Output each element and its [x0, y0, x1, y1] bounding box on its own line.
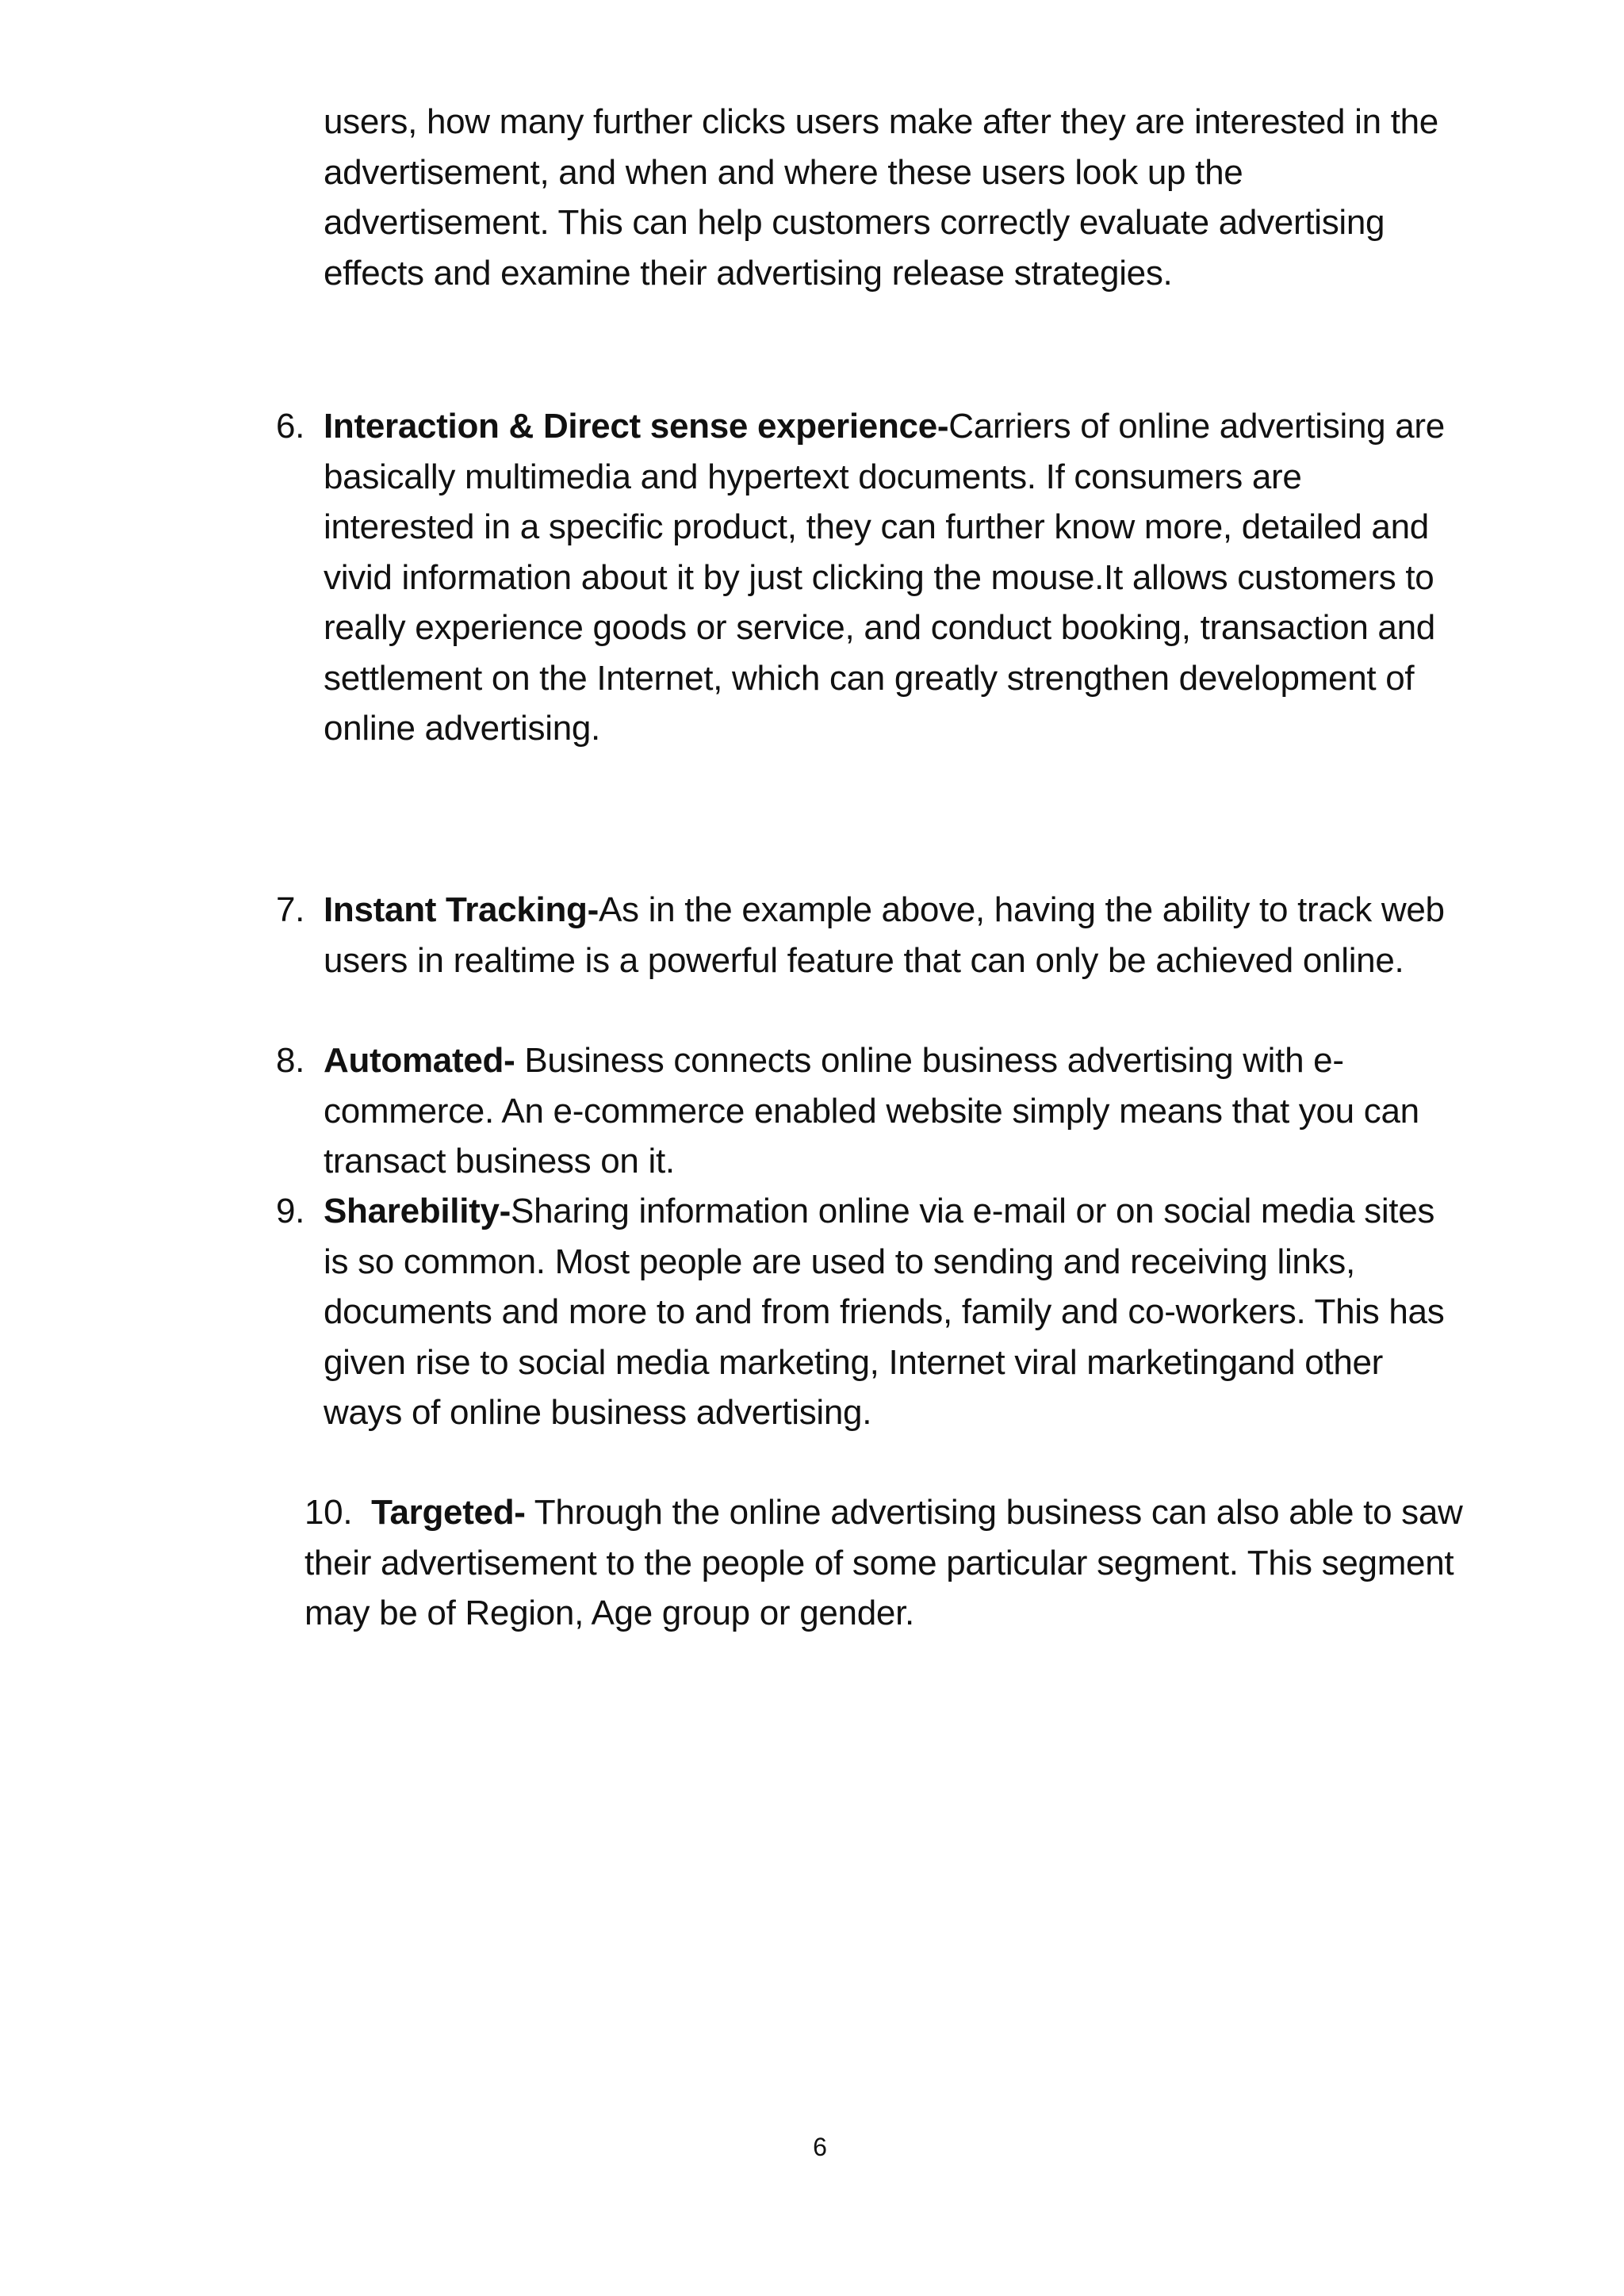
list-item-body	[304, 1487, 1478, 1639]
list-number: 7.	[276, 890, 305, 929]
list-item-term: Automated-	[324, 1041, 515, 1080]
list-item-body	[324, 401, 1450, 754]
list-item-body	[324, 885, 1450, 985]
page-number: 6	[813, 2133, 827, 2161]
list-number: 6.	[276, 407, 305, 446]
list-item-text: Through the online advertising business can also able to saw their advertisement to the people of some particular segment. This segment may be of Region, Age group or gender.	[304, 1493, 1463, 1632]
list-item-text: Sharing information online via e-mail or on social media sites is so common. Most people are used to sending and receiving links, documents and more to and from friends, family and co-workers. This has given rise to social media marketing, Internet viral marketingand other ways of online business advertising.	[324, 1192, 1445, 1432]
list-number: 8.	[276, 1041, 305, 1080]
list-item-text: Business connects online business advertising with e-commerce. An e-commerce enabled website simply means that you can transact business on it.	[324, 1041, 1419, 1181]
list-item-text: As in the example above, having the ability to track web users in realtime is a powerful feature that can only be achieved online.	[324, 890, 1445, 980]
list-number: 9.	[276, 1192, 305, 1230]
list-number: 10.	[304, 1493, 353, 1532]
list-item-body	[324, 1186, 1450, 1438]
list-item-term: Sharebility-	[324, 1192, 511, 1230]
list-item-body	[324, 1035, 1450, 1187]
continuation-paragraph	[324, 97, 1450, 298]
list-item-text: Carriers of online advertising are basically multimedia and hypertext documents. If consumers are interested in a specific product, they can further know more, detailed and vivid information about it by just clicking the mouse.It allows customers to really experience goods or service, and conduct booking, transaction and settlement on the Internet, which can greatly strengthen development of online advertising.	[324, 407, 1445, 748]
list-item-term: Interaction & Direct sense experience-	[324, 407, 949, 446]
continuation-text: users, how many further clicks users make after they are interested in the advertisement, and when and where these users look up the advertisement. This can help customers correctly evaluate advertising effects and examine their advertising release strategies.	[324, 102, 1438, 293]
list-item-term: Instant Tracking-	[324, 890, 599, 929]
list-item-term: Targeted-	[371, 1493, 526, 1532]
